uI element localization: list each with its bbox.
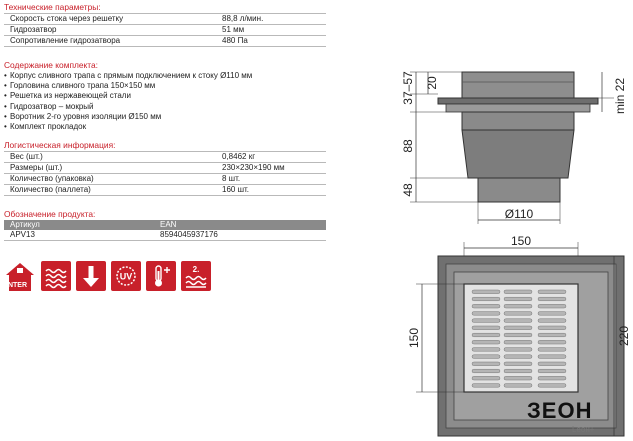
logistics-label: Размеры (шт.)	[10, 163, 63, 172]
grate-slot	[472, 362, 500, 366]
grate-slot	[538, 297, 566, 301]
technical-drawing	[392, 52, 632, 440]
grate-slot	[538, 355, 566, 359]
grate-slot	[538, 340, 566, 344]
logistics-section	[4, 140, 326, 196]
logistics-row	[4, 151, 326, 163]
dim-220: 220	[617, 325, 631, 347]
dim-150-side: 150	[407, 327, 421, 349]
grate-slot	[504, 326, 532, 330]
grate-slot	[472, 376, 500, 380]
grate-slot	[504, 290, 532, 294]
article-value: APV13	[10, 230, 35, 239]
grate-slot	[472, 333, 500, 337]
grate-slot	[538, 304, 566, 308]
grate-slot	[472, 348, 500, 352]
dim-d110: Ø110	[504, 207, 534, 221]
product-title: Обозначение продукта:	[4, 209, 96, 219]
logistics-title: Логистическая информация:	[4, 140, 116, 150]
logistics-value: 8 шт.	[222, 174, 241, 183]
logistics-value: 230×230×190 мм	[222, 163, 285, 172]
grate-slot	[504, 384, 532, 388]
insulation-level-icon	[181, 261, 211, 291]
spec-label: Сопротивление гидрозатвора	[10, 36, 121, 45]
grate-slot	[504, 312, 532, 316]
down-arrow-icon	[76, 261, 106, 291]
contents-list	[4, 71, 326, 132]
grate-slot	[472, 355, 500, 359]
dim-min-22: min 22	[613, 77, 627, 115]
product-section	[4, 209, 326, 241]
logistics-value: 0,8462 кг	[222, 152, 256, 161]
list-item: • Корпус сливного трапа с прямым подключением к стоку Ø110 мм	[4, 71, 326, 81]
inter-icon	[4, 261, 36, 291]
dim-88: 88	[401, 139, 415, 153]
spec-label: Скорость стока через решетку	[10, 14, 124, 23]
thermometer-icon	[146, 261, 176, 291]
grate-slot	[504, 348, 532, 352]
logistics-label: Количество (паллета)	[10, 185, 91, 194]
spec-row	[4, 25, 326, 36]
grate-slot	[538, 362, 566, 366]
list-item: • Комплект прокладок	[4, 122, 326, 132]
grate-slot	[472, 297, 500, 301]
logistics-row	[4, 185, 326, 196]
dim-48: 48	[401, 183, 415, 197]
feature-icons	[4, 261, 211, 291]
grate-slot	[538, 312, 566, 316]
grate-slot	[538, 369, 566, 373]
dim-150-top: 150	[510, 234, 532, 248]
specs-title: Технические параметры:	[4, 2, 101, 12]
list-item: • Воротник 2-го уровня изоляции Ø150 мм	[4, 112, 326, 122]
grate-slot	[538, 384, 566, 388]
grate-slot	[538, 326, 566, 330]
spec-value: 480 Па	[222, 36, 248, 45]
logistics-label: Вес (шт.)	[10, 152, 43, 161]
grate-slot	[504, 340, 532, 344]
grate-slot	[538, 333, 566, 337]
grate-slot	[504, 355, 532, 359]
grate-slot	[504, 362, 532, 366]
grate-slot	[504, 319, 532, 323]
ean-value: 8594045937176	[160, 230, 218, 239]
grate-slot	[504, 304, 532, 308]
contents-section	[4, 60, 326, 132]
contents-title: Содержание комплекта:	[4, 60, 99, 70]
side-view	[401, 71, 627, 224]
logistics-label: Количество (упаковка)	[10, 174, 94, 183]
grate-slot	[472, 326, 500, 330]
grate-slot	[504, 333, 532, 337]
uv-icon	[111, 261, 141, 291]
grate-slot	[472, 304, 500, 308]
top-view	[407, 234, 631, 436]
level-label: 2.	[192, 265, 200, 274]
grate-slot	[538, 348, 566, 352]
spec-value: 51 мм	[222, 25, 245, 34]
grate-slot	[472, 369, 500, 373]
grate-slot	[538, 376, 566, 380]
grate-slot	[472, 384, 500, 388]
dim-20: 20	[425, 76, 439, 90]
grate-slot	[504, 297, 532, 301]
grate-slot	[504, 376, 532, 380]
spec-label: Гидрозатвор	[10, 25, 57, 34]
spec-row	[4, 36, 326, 47]
brand-logo: ЗЕОН	[527, 398, 593, 423]
grate-slot	[538, 319, 566, 323]
list-item: • Гидрозатвор – мокрый	[4, 102, 326, 112]
grate-slot	[472, 312, 500, 316]
ean-header: EAN	[160, 220, 177, 229]
grate-slot	[504, 369, 532, 373]
specs-section	[4, 2, 326, 47]
dim-37-57: 37–57	[401, 71, 415, 105]
spec-value: 88,8 л/мин.	[222, 14, 264, 23]
grate-slot	[538, 290, 566, 294]
list-item: • Решетка из нержавеющей стали	[4, 91, 326, 101]
product-row	[4, 230, 326, 241]
logistics-row	[4, 163, 326, 174]
grate-slot	[472, 340, 500, 344]
logistics-row	[4, 174, 326, 185]
grate-slot	[472, 319, 500, 323]
grate-slot	[472, 290, 500, 294]
inter-label: INTER	[6, 282, 27, 289]
article-header: Артикул	[10, 220, 40, 229]
water-waves-icon	[41, 261, 71, 291]
uv-label: UV	[119, 271, 133, 282]
product-header-row	[4, 220, 326, 230]
logistics-value: 160 шт.	[222, 185, 249, 194]
spec-row	[4, 13, 326, 25]
list-item: • Горловина сливного трапа 150×150 мм	[4, 81, 326, 91]
brand-subtitle: Lеон+	[572, 425, 595, 434]
